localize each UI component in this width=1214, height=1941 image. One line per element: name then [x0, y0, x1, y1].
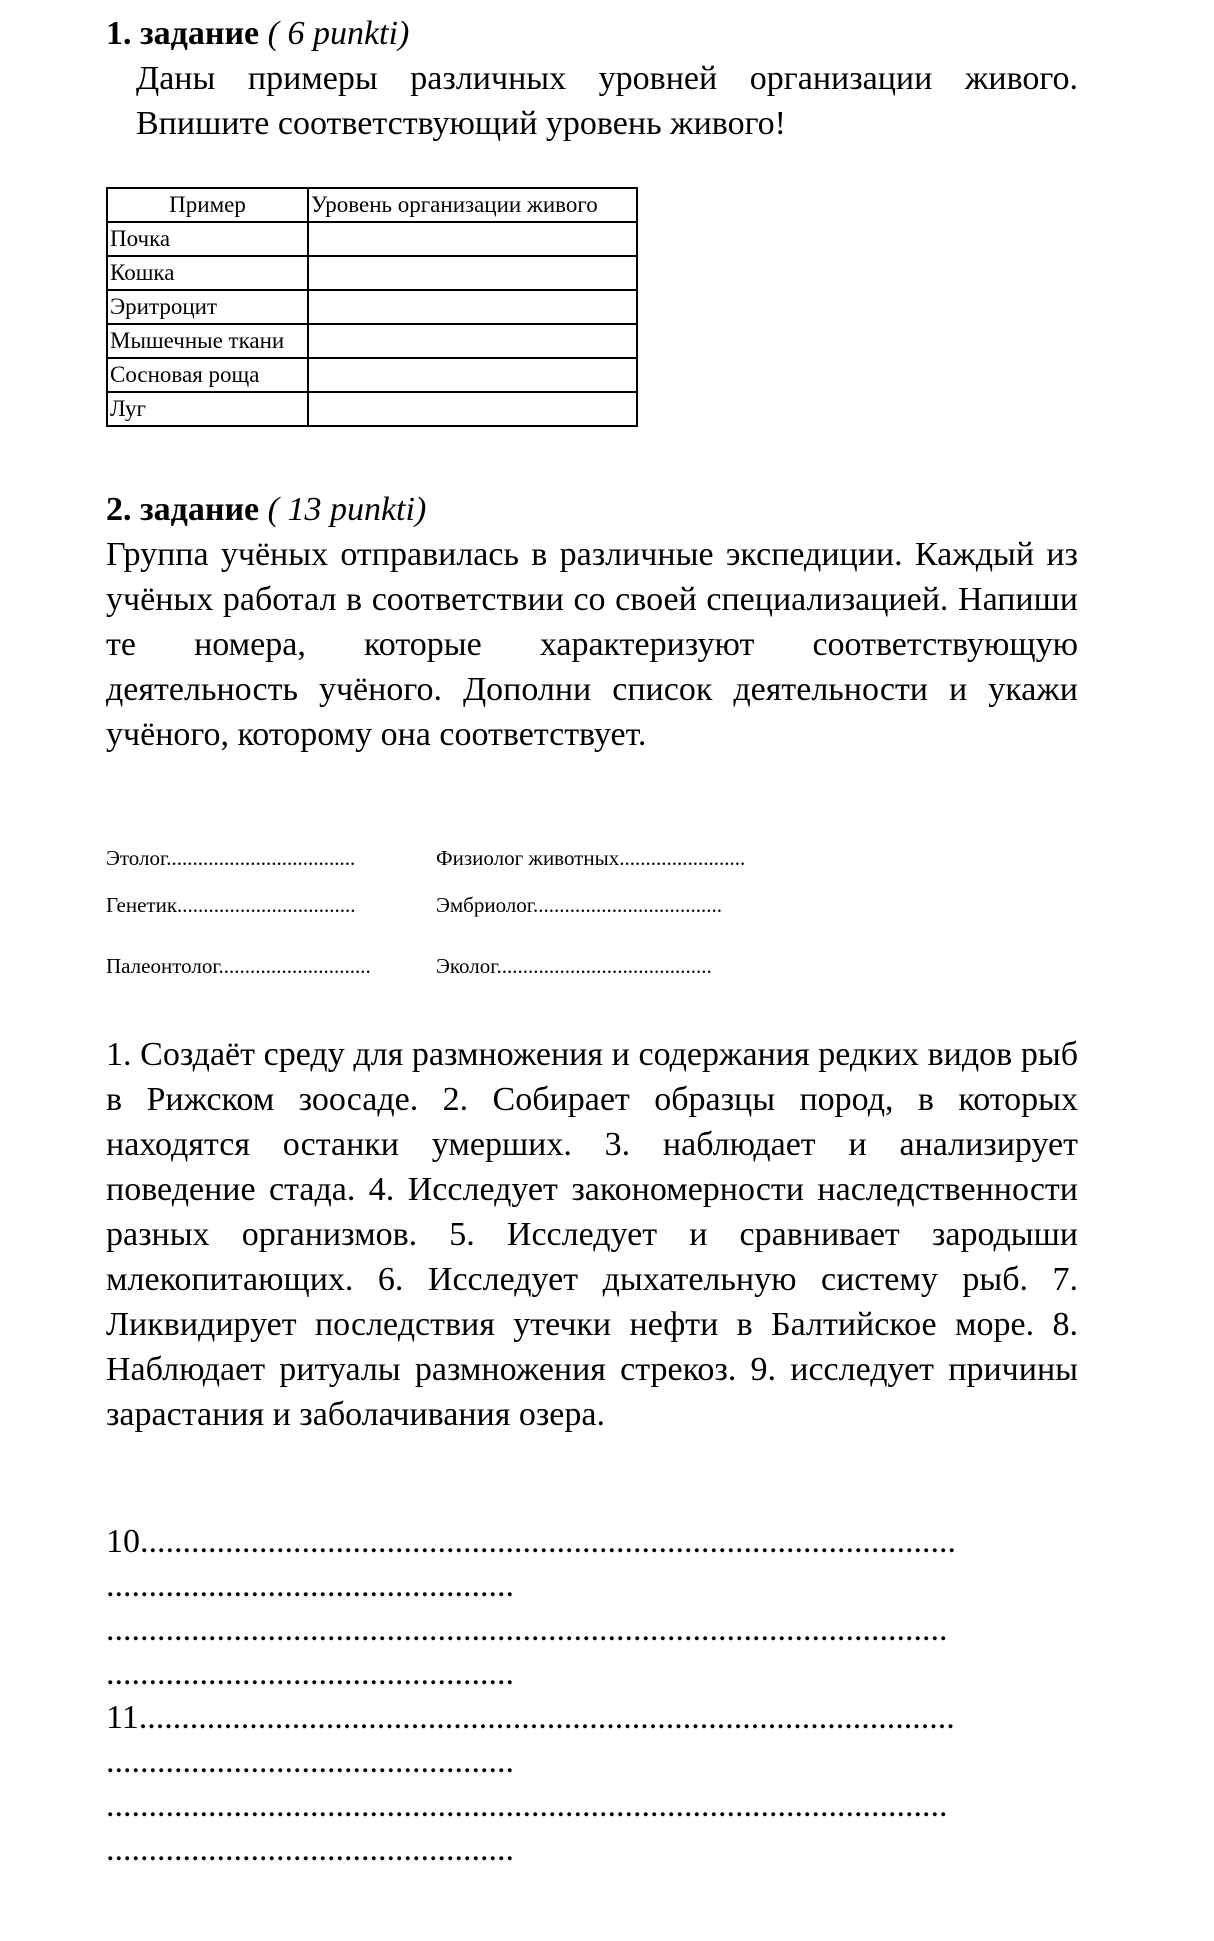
task2-heading — [106, 490, 426, 530]
table-cell-example: Эритроцит — [107, 290, 308, 324]
table-row — [107, 324, 637, 358]
scientist-ecologist: Эколог......................................... — [436, 954, 712, 978]
table-cell-example: Мышечные ткани — [107, 324, 308, 358]
task1-instruction: Даны примеры различных уровней организации живого. Впишите соответствующий уровень живого! — [136, 60, 1078, 142]
table-header-level: Уровень организации живого — [308, 188, 637, 222]
table-cell-answer[interactable] — [308, 358, 637, 392]
table-header-row — [107, 188, 637, 222]
task1-table — [106, 187, 638, 427]
table-cell-example: Луг — [107, 392, 308, 426]
task2-points: ( 13 punkti) — [267, 491, 427, 528]
table-row — [107, 392, 637, 426]
answer-line-11[interactable]: 11................................................................................................ — [106, 1699, 955, 1736]
task2-instruction: Группа учёных отправилась в различные экспедиции. Каждый из учёных работал в соответствии со своей специализацией. Напиши те номера, которые характеризуют соответствующую деятельность учёного. Дополни список деятельности и укажи учёного, которому она соответствует. — [106, 536, 1078, 753]
table-cell-example: Сосновая роща — [107, 358, 308, 392]
table-cell-answer[interactable] — [308, 222, 637, 256]
table-cell-example: Кошка — [107, 256, 308, 290]
scientist-geneticist: Генетик.................................. — [106, 893, 356, 917]
task1-heading — [106, 14, 409, 54]
task1-points: ( 6 punkti) — [267, 15, 410, 52]
answer-line-10[interactable]: 10................................................................................................ — [106, 1523, 956, 1560]
table-cell-answer[interactable] — [308, 324, 637, 358]
activities-list: 1. Создаёт среду для размножения и содержания редких видов рыб в Рижском зоосаде. 2. Собирает образцы пород, в которых находятся останки умерших. 3. наблюдает и анализирует поведение стада. 4. Исследует закономерности наследственности разных организмов. 5. Исследует и сравнивает зародыши млекопитающих. 6. Исследует дыхательную систему рыб. 7. Ликвидирует последствия утечки нефти в Балтийское море. 8. Наблюдает ритуалы размножения стрекоз. 9. исследует причины зарастания и заболачивания озера. — [106, 1036, 1078, 1433]
answer-line[interactable]: ................................................ — [106, 1743, 514, 1780]
answer-line[interactable]: ................................................ — [106, 1831, 514, 1868]
table-row — [107, 358, 637, 392]
table-row — [107, 256, 637, 290]
answer-line[interactable]: ................................................................................................... — [106, 1611, 948, 1648]
table-row — [107, 222, 637, 256]
table-row — [107, 290, 637, 324]
table-cell-answer[interactable] — [308, 392, 637, 426]
answer-line[interactable]: ................................................ — [106, 1567, 514, 1604]
answer-line[interactable]: ................................................ — [106, 1655, 514, 1692]
task1-heading-number: 1. задание — [106, 15, 260, 52]
scientist-animal-physiologist: Физиолог животных........................ — [436, 846, 746, 870]
scientist-paleontologist: Палеонтолог............................. — [106, 954, 371, 978]
scientist-embryologist: Эмбриолог.................................... — [436, 893, 723, 917]
table-cell-example: Почка — [107, 222, 308, 256]
answer-line[interactable]: ................................................................................................... — [106, 1787, 948, 1824]
table-cell-answer[interactable] — [308, 290, 637, 324]
scientist-ethologist: Этолог.................................... — [106, 846, 356, 870]
table-cell-answer[interactable] — [308, 256, 637, 290]
task2-heading-number: 2. задание — [106, 491, 260, 528]
table-header-example: Пример — [107, 188, 308, 222]
